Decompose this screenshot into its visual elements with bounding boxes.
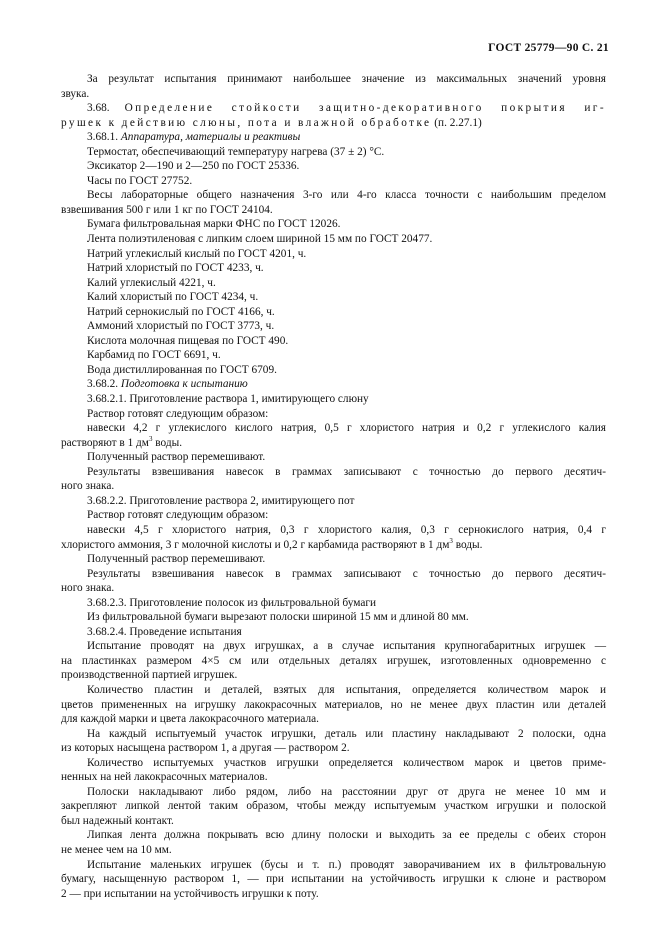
- text-run: растворяют в 1 дм: [61, 436, 149, 449]
- paragraph-line: Полоски накладывают либо рядом, либо на расстоянии друг от друга не менее 10 мм и: [87, 785, 606, 798]
- subsection-heading: 3.68.2.3. Приготовление полосок из фильтровальной бумаги: [87, 596, 377, 609]
- material-item-cont: взвешивания 500 г или 1 кг по ГОСТ 24104.: [61, 203, 273, 216]
- paragraph-line: Испытание проводят на двух игрушках, а в случае испытания крупногабаритных игрушек —: [87, 640, 606, 653]
- paragraph-line: производственной партией игрушек.: [61, 669, 238, 682]
- text-run: хлористого аммония, 3 г молочной кислоты и 0,2 г карбамида растворяют в 1 дм: [61, 538, 450, 551]
- superscript: 3: [449, 536, 453, 545]
- section-number: 3.68.1.: [87, 131, 121, 144]
- material-item: Калий хлористый по ГОСТ 4234, ч.: [87, 291, 259, 304]
- material-item: Термостат, обеспечивающий температуру нагрева (37 ± 2) °С.: [87, 145, 385, 158]
- subsection-heading: 3.68.2.1. Приготовление раствора 1, имитирующего слюну: [87, 393, 369, 406]
- material-item: Карбамид по ГОСТ 6691, ч.: [87, 349, 221, 362]
- paragraph-line: навески 4,2 г углекислого кислого натрия, 0,5 г хлористого натрия и 0,2 г углекислого калия: [87, 422, 606, 435]
- text-run: воды.: [452, 538, 483, 551]
- paragraph-line: цветов примененных на игрушку лакокрасочных материалов, но не менее двух пластин или деталей: [61, 698, 606, 711]
- paragraph-line: Количество пластин и деталей, взятых для испытания, определяется количеством марок и: [87, 683, 606, 696]
- paragraph-line: бумагу, насыщенную раствором 1, — при испытании на устойчивость игрушки к слюне и раствором: [61, 873, 606, 886]
- subsection-heading: 3.68.2.4. Проведение испытания: [87, 625, 242, 638]
- material-item: Часы по ГОСТ 27752.: [87, 174, 193, 187]
- paragraph-line: За результат испытания принимают наибольшее значение из максимальных значений уровня: [87, 73, 606, 85]
- section-number: 3.68.2.: [87, 378, 121, 391]
- material-item: Весы лабораторные общего назначения 3-го или 4-го класса точности с наибольшим пределом: [87, 189, 606, 202]
- material-item: Бумага фильтровальная марки ФНС по ГОСТ 12026.: [87, 218, 341, 231]
- paragraph-line: ного знака.: [61, 582, 115, 595]
- paragraph-line: Полученный раствор перемешивают.: [87, 451, 266, 464]
- paragraph-line: ного знака.: [61, 480, 115, 493]
- paragraph-line: звука.: [61, 87, 90, 100]
- paragraph-line: навески 4,5 г хлористого натрия, 0,3 г хлористого калия, 0,3 г сернокислого натрия, 0,4 г: [87, 523, 606, 536]
- material-item: Эксикатор 2—190 и 2—250 по ГОСТ 25336.: [87, 160, 300, 173]
- material-item: Калий углекислый 4221, ч.: [87, 276, 216, 289]
- paragraph-line: Полученный раствор перемешивают.: [87, 553, 266, 566]
- paragraph-line: Раствор готовят следующим образом:: [87, 509, 269, 522]
- superscript: 3: [148, 434, 153, 443]
- material-item: Натрий сернокислый по ГОСТ 4166, ч.: [87, 305, 275, 318]
- paragraph-line: 2 — при испытании на устойчивость игрушки к поту.: [61, 887, 319, 900]
- paragraph-line: Липкая лента должна покрывать всю длину полоски и выходить за ее пределы с обеих сторон: [87, 829, 606, 842]
- section-title: рушек к действию слюны, пота и влажной обработке: [61, 116, 432, 129]
- paragraph-line: ненных на ней лакокрасочных материалов.: [61, 771, 268, 784]
- page-header: ГОСТ 25779—90 С. 21: [488, 42, 609, 54]
- paragraph-line: [61, 436, 606, 451]
- material-item: Кислота молочная пищевая по ГОСТ 490.: [87, 334, 289, 347]
- paragraph-line: На каждый испытуемый участок игрушки, деталь или пластину накладывают 2 полоски, одна: [87, 727, 606, 740]
- subsection-heading: 3.68.2.2. Приготовление раствора 2, имитирующего пот: [87, 494, 355, 507]
- paragraph-line: Испытание маленьких игрушек (бусы и т. п.) проводят заворачиванием их в фильтровальную: [87, 858, 606, 871]
- clause-reference: (п. 2.27.1): [431, 116, 482, 129]
- paragraph-line: закрепляют липкой лентой таким образом, чтобы между испытуемым участком игрушки и полоской: [61, 800, 606, 813]
- document-body: [61, 72, 606, 901]
- material-item: Лента полиэтиленовая с липким слоем шириной 15 мм по ГОСТ 20477.: [87, 233, 433, 246]
- paragraph-line: Раствор готовят следующим образом:: [87, 407, 269, 420]
- paragraph-line: из которых насыщена раствором 1, а другая — раствором 2.: [61, 742, 350, 755]
- section-3-68-heading-cont: [61, 116, 606, 131]
- material-item: Вода дистиллированная по ГОСТ 6709.: [87, 363, 277, 376]
- material-item: Натрий углекислый кислый по ГОСТ 4201, ч.: [87, 247, 307, 260]
- section-3-68-heading: [61, 101, 606, 116]
- section-3-68-1-heading: [61, 130, 606, 145]
- section-title: Аппаратура, материалы и реактивы: [120, 131, 301, 144]
- paragraph-line: Результаты взвешивания навесок в граммах записывают с точностью до первого десятич-: [87, 567, 606, 580]
- section-title: Определение стойкости защитно-декоративного покрытия иг-: [124, 102, 606, 115]
- text-run: воды.: [152, 436, 183, 449]
- paragraph-line: на пластинках размером 4×5 см или отдельных деталях игрушек, изготовленных одновременно с: [61, 654, 606, 667]
- paragraph-line: Количество испытуемых участков игрушки определяется количеством марок и цветов приме-: [87, 756, 606, 769]
- section-3-68-2-heading: [61, 377, 606, 392]
- paragraph-line: был надежный контакт.: [61, 814, 174, 827]
- material-item: Натрий хлористый по ГОСТ 4233, ч.: [87, 262, 264, 275]
- section-title: Подготовка к испытанию: [120, 378, 248, 391]
- section-number: 3.68.: [87, 102, 125, 115]
- paragraph-line: для каждой марки и цвета лакокрасочного материала.: [61, 713, 319, 726]
- paragraph-line: [61, 538, 606, 553]
- paragraph-line: не менее чем на 10 мм.: [61, 843, 172, 856]
- paragraph-line: Результаты взвешивания навесок в граммах записывают с точностью до первого десятич-: [87, 465, 606, 478]
- material-item: Аммоний хлористый по ГОСТ 3773, ч.: [87, 320, 275, 333]
- paragraph-line: Из фильтровальной бумаги вырезают полоски шириной 15 мм и длиной 80 мм.: [87, 611, 469, 624]
